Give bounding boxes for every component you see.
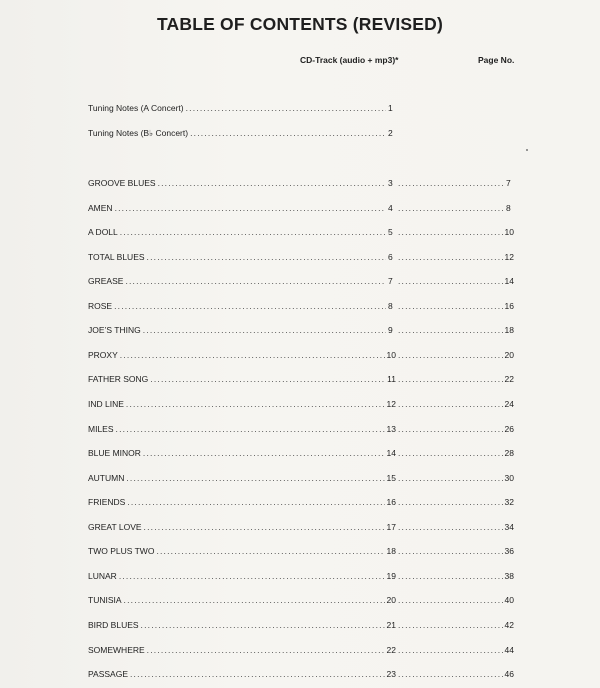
paper-speck bbox=[526, 149, 528, 151]
dot-leader bbox=[126, 472, 384, 484]
song-title: IND LINE bbox=[88, 399, 124, 409]
page-number: 44 bbox=[504, 644, 514, 655]
cd-track-number: 10 bbox=[386, 349, 396, 360]
cd-track-column-header: CD-Track (audio + mp3)* bbox=[300, 55, 399, 65]
page-number: 24 bbox=[504, 399, 514, 409]
page-number: 42 bbox=[504, 619, 514, 630]
tuning-row bbox=[88, 127, 514, 139]
cd-track-number: 12 bbox=[386, 399, 396, 409]
dot-leader bbox=[158, 177, 386, 189]
table-row bbox=[88, 545, 514, 557]
dot-leader bbox=[147, 251, 386, 263]
table-row bbox=[88, 423, 514, 435]
dot-leader bbox=[114, 300, 386, 312]
page-number: 26 bbox=[504, 423, 514, 434]
page-number: 34 bbox=[504, 521, 514, 532]
song-title: AUTUMN bbox=[88, 472, 125, 483]
table-row bbox=[88, 594, 514, 606]
dot-leader bbox=[398, 202, 504, 214]
page-number: 8 bbox=[506, 202, 511, 213]
dot-leader bbox=[116, 423, 385, 435]
cd-track-number: 18 bbox=[386, 546, 396, 557]
dot-leader bbox=[143, 447, 385, 459]
cd-track-number: 6 bbox=[388, 251, 393, 262]
page-number: 30 bbox=[504, 472, 514, 483]
cd-track-number: 8 bbox=[388, 300, 393, 311]
page-number: 10 bbox=[504, 227, 514, 238]
page-number: 7 bbox=[506, 178, 511, 188]
dot-leader bbox=[398, 545, 503, 557]
table-row bbox=[88, 177, 514, 189]
song-title: MILES bbox=[88, 423, 114, 434]
dot-leader bbox=[147, 644, 385, 656]
page-number: 28 bbox=[504, 448, 514, 459]
tuning-title: Tuning Notes (A Concert) bbox=[88, 103, 184, 113]
song-title: JOE’S THING bbox=[88, 325, 141, 336]
table-row bbox=[88, 300, 514, 312]
cd-track-number: 16 bbox=[386, 497, 396, 508]
cd-track-number: 2 bbox=[388, 128, 393, 138]
dot-leader bbox=[190, 127, 386, 139]
dot-leader bbox=[398, 644, 503, 656]
dot-leader bbox=[150, 373, 385, 385]
song-title: GROOVE BLUES bbox=[88, 178, 156, 188]
cd-track-number: 14 bbox=[386, 448, 396, 459]
page-number: 22 bbox=[504, 374, 514, 385]
dot-leader bbox=[398, 668, 503, 680]
page-title: TABLE OF CONTENTS (REVISED) bbox=[156, 14, 444, 34]
song-title: ROSE bbox=[88, 300, 113, 311]
table-row bbox=[88, 496, 514, 508]
dot-leader bbox=[398, 619, 503, 631]
dot-leader bbox=[398, 496, 503, 508]
table-row bbox=[88, 472, 514, 484]
cd-track-number: 23 bbox=[386, 669, 396, 679]
dot-leader bbox=[398, 324, 503, 336]
page-number: 38 bbox=[504, 570, 514, 581]
dot-leader bbox=[120, 226, 386, 238]
cd-track-number: 3 bbox=[388, 178, 393, 188]
song-title: PASSAGE bbox=[88, 669, 128, 679]
dot-leader bbox=[156, 545, 384, 557]
table-row bbox=[88, 226, 514, 238]
table-row bbox=[88, 373, 514, 385]
song-title: PROXY bbox=[88, 349, 118, 360]
table-row bbox=[88, 447, 514, 459]
dot-leader bbox=[398, 177, 504, 189]
dot-leader bbox=[141, 619, 385, 631]
page-number: 16 bbox=[504, 300, 514, 311]
page-number: 40 bbox=[504, 595, 514, 606]
dot-leader bbox=[398, 349, 503, 361]
dot-leader bbox=[398, 447, 503, 459]
page-number-column-header: Page No. bbox=[478, 55, 515, 65]
page-number: 32 bbox=[504, 497, 514, 508]
table-row bbox=[88, 324, 514, 336]
table-row bbox=[88, 668, 514, 680]
cd-track-number: 5 bbox=[388, 227, 393, 238]
dot-leader bbox=[125, 275, 386, 287]
song-title: BLUE MINOR bbox=[88, 448, 141, 459]
dot-leader bbox=[126, 398, 385, 410]
cd-track-number: 20 bbox=[386, 595, 396, 606]
dot-leader bbox=[398, 423, 503, 435]
dot-leader bbox=[124, 594, 385, 606]
page-number: 14 bbox=[504, 276, 514, 287]
song-title: GREASE bbox=[88, 276, 124, 287]
dot-leader bbox=[398, 226, 503, 238]
dot-leader bbox=[398, 594, 503, 606]
table-row bbox=[88, 644, 514, 656]
song-title: LUNAR bbox=[88, 570, 117, 581]
cd-track-number: 7 bbox=[388, 276, 393, 287]
table-row bbox=[88, 570, 514, 582]
dot-leader bbox=[115, 202, 386, 214]
dot-leader bbox=[143, 324, 386, 336]
table-row bbox=[88, 251, 514, 263]
song-title: GREAT LOVE bbox=[88, 521, 142, 532]
page-number: 18 bbox=[504, 325, 514, 336]
cd-track-number: 17 bbox=[386, 521, 396, 532]
dot-leader bbox=[398, 521, 503, 533]
cd-track-number: 15 bbox=[386, 472, 396, 483]
dot-leader bbox=[186, 102, 386, 114]
cd-track-number: 21 bbox=[386, 619, 396, 630]
page-number: 12 bbox=[504, 251, 514, 262]
cd-track-number: 1 bbox=[388, 103, 393, 113]
dot-leader bbox=[398, 373, 503, 385]
song-title: SOMEWHERE bbox=[88, 644, 145, 655]
dot-leader bbox=[119, 570, 385, 582]
cd-track-number: 13 bbox=[386, 423, 396, 434]
page-number: 46 bbox=[504, 669, 514, 679]
dot-leader bbox=[120, 349, 385, 361]
table-row bbox=[88, 275, 514, 287]
dot-leader bbox=[144, 521, 385, 533]
song-title: TOTAL BLUES bbox=[88, 251, 145, 262]
dot-leader bbox=[130, 668, 385, 680]
table-row bbox=[88, 521, 514, 533]
cd-track-number: 11 bbox=[387, 374, 396, 385]
dot-leader bbox=[398, 570, 503, 582]
cd-track-number: 22 bbox=[386, 644, 396, 655]
tuning-row bbox=[88, 102, 514, 114]
dot-leader bbox=[398, 275, 503, 287]
song-title: BIRD BLUES bbox=[88, 619, 139, 630]
table-row bbox=[88, 398, 514, 410]
cd-track-number: 19 bbox=[386, 570, 396, 581]
table-row bbox=[88, 349, 514, 361]
song-title: TUNISIA bbox=[88, 595, 122, 606]
song-title: TWO PLUS TWO bbox=[88, 546, 155, 557]
song-title: FATHER SONG bbox=[88, 374, 149, 385]
cd-track-number: 4 bbox=[388, 202, 393, 213]
dot-leader bbox=[398, 398, 503, 410]
dot-leader bbox=[398, 300, 503, 312]
dot-leader bbox=[398, 472, 503, 484]
song-title: A DOLL bbox=[88, 227, 118, 238]
table-row bbox=[88, 619, 514, 631]
table-row bbox=[88, 202, 514, 214]
page-number: 36 bbox=[504, 546, 514, 557]
song-title: FRIENDS bbox=[88, 497, 126, 508]
dot-leader bbox=[398, 251, 503, 263]
tuning-title: Tuning Notes (B♭ Concert) bbox=[88, 128, 189, 138]
song-title: AMEN bbox=[88, 202, 113, 213]
page-number: 20 bbox=[504, 349, 514, 360]
dot-leader bbox=[127, 496, 384, 508]
cd-track-number: 9 bbox=[388, 325, 393, 336]
